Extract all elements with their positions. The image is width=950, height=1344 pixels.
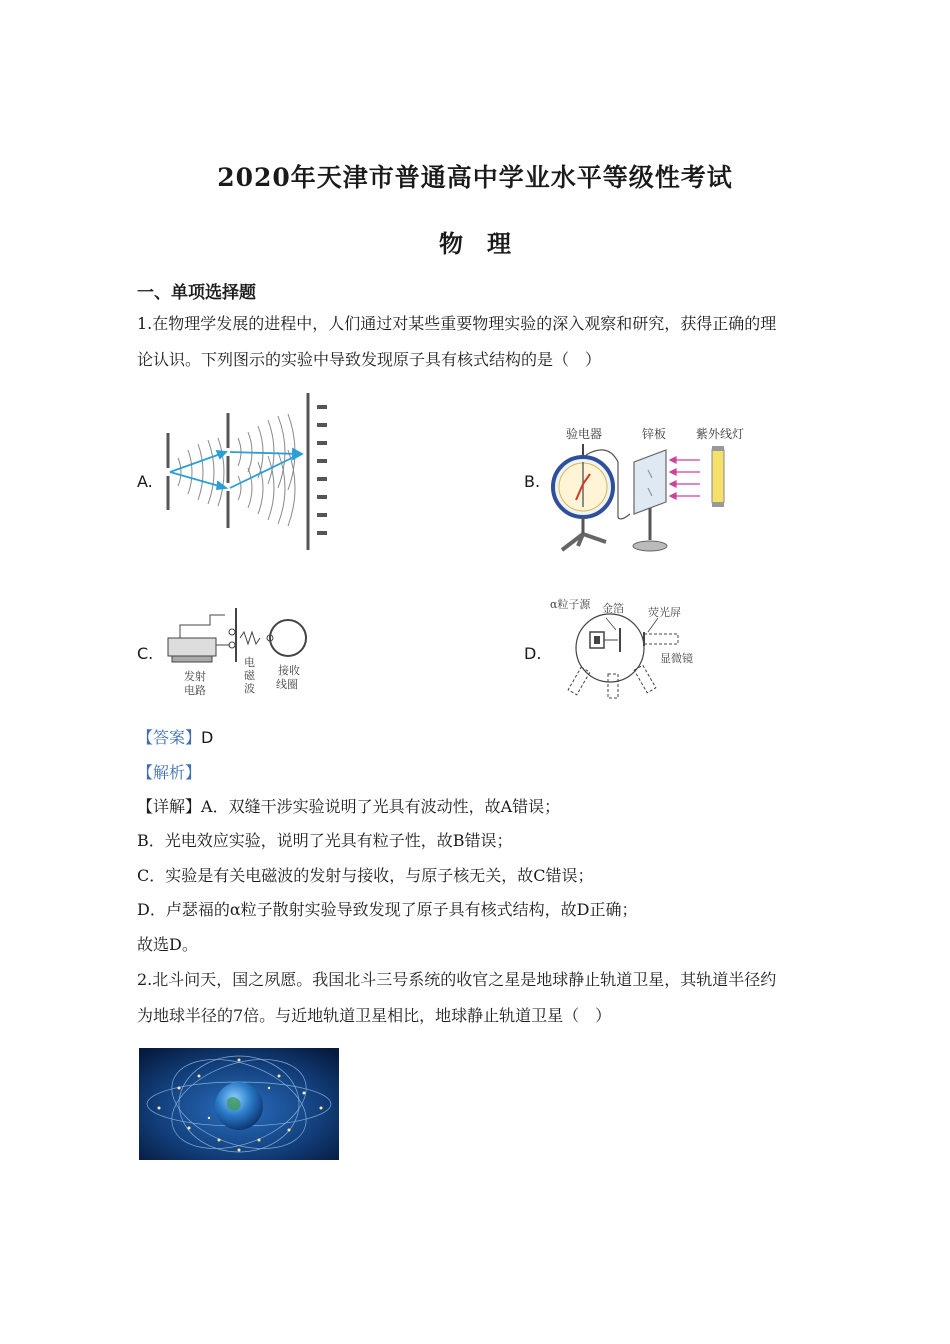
q1-stem-line2: 论认识。下列图示的实验中导致发现原子具有核式结构的是（ ） xyxy=(137,350,602,369)
option-b-label: B. xyxy=(524,472,541,491)
explanation-d: D．卢瑟福的α粒子散射实验导致发现了原子具有核式结构，故D正确； xyxy=(137,900,638,919)
subject-char-2: 理 xyxy=(487,229,511,258)
section-heading: 一、单项选择题 xyxy=(137,283,256,303)
conclusion: 故选D。 xyxy=(137,935,198,954)
coil-label-2: 线圈 xyxy=(276,678,298,691)
rutherford-figure xyxy=(544,596,714,701)
subject-title xyxy=(0,224,950,259)
explanation-b: B．光电效应实验，说明了光具有粒子性，故B错误； xyxy=(137,831,513,850)
wave-label-3: 波 xyxy=(244,682,255,695)
em-wave-figure xyxy=(160,600,320,700)
page-title: 2020年天津市普通高中学业水平等级性考试 xyxy=(217,163,733,192)
q2-stem-line1: 2.北斗问天，国之夙愿。我国北斗三号系统的收官之星是地球静止轨道卫星，其轨道半径约 xyxy=(137,970,777,989)
explanation-line-a xyxy=(137,796,560,818)
uv-lamp-label: 紫外线灯 xyxy=(696,427,745,441)
circuit-label: 发射 xyxy=(184,670,206,683)
detail-tag: 【详解】 xyxy=(137,797,202,816)
answer-value: D xyxy=(201,728,214,747)
gold-foil-label: 金箔 xyxy=(602,602,624,615)
option-a-label: A. xyxy=(137,472,153,491)
circuit-label-2: 电路 xyxy=(184,684,206,697)
coil-label-1: 接收 xyxy=(278,664,300,677)
double-slit-figure xyxy=(160,388,335,553)
answer-tag: 【答案】 xyxy=(137,728,202,747)
beidou-satellite-image xyxy=(139,1048,339,1160)
screen-label: 荧光屏 xyxy=(648,606,681,619)
microscope-label: 显微镜 xyxy=(660,652,693,665)
answer-line xyxy=(137,727,213,749)
photoelectric-figure xyxy=(548,422,788,557)
option-d-label: D. xyxy=(524,644,542,663)
explanation-a: A．双缝干涉实验说明了光具有波动性，故A错误； xyxy=(201,797,561,816)
q2-stem-line2: 为地球半径的7倍。与近地轨道卫星相比，地球静止轨道卫星（ ） xyxy=(137,1006,612,1025)
explanation-c: C．实验是有关电磁波的发射与接收，与原子核无关，故C错误； xyxy=(137,866,594,885)
option-c-label: C. xyxy=(137,644,154,663)
wave-label-2: 磁 xyxy=(244,669,255,682)
alpha-source-label: α粒子源 xyxy=(550,598,591,611)
analysis-tag: 【解析】 xyxy=(137,763,202,782)
electroscope-label: 验电器 xyxy=(566,427,603,441)
zinc-plate-label: 锌板 xyxy=(642,427,667,441)
wave-label-1: 电 xyxy=(244,656,255,669)
q1-stem-line1: 1.在物理学发展的进程中，人们通过对某些重要物理实验的深入观察和研究，获得正确的理 xyxy=(137,314,777,333)
subject-char-1: 物 xyxy=(439,229,463,258)
